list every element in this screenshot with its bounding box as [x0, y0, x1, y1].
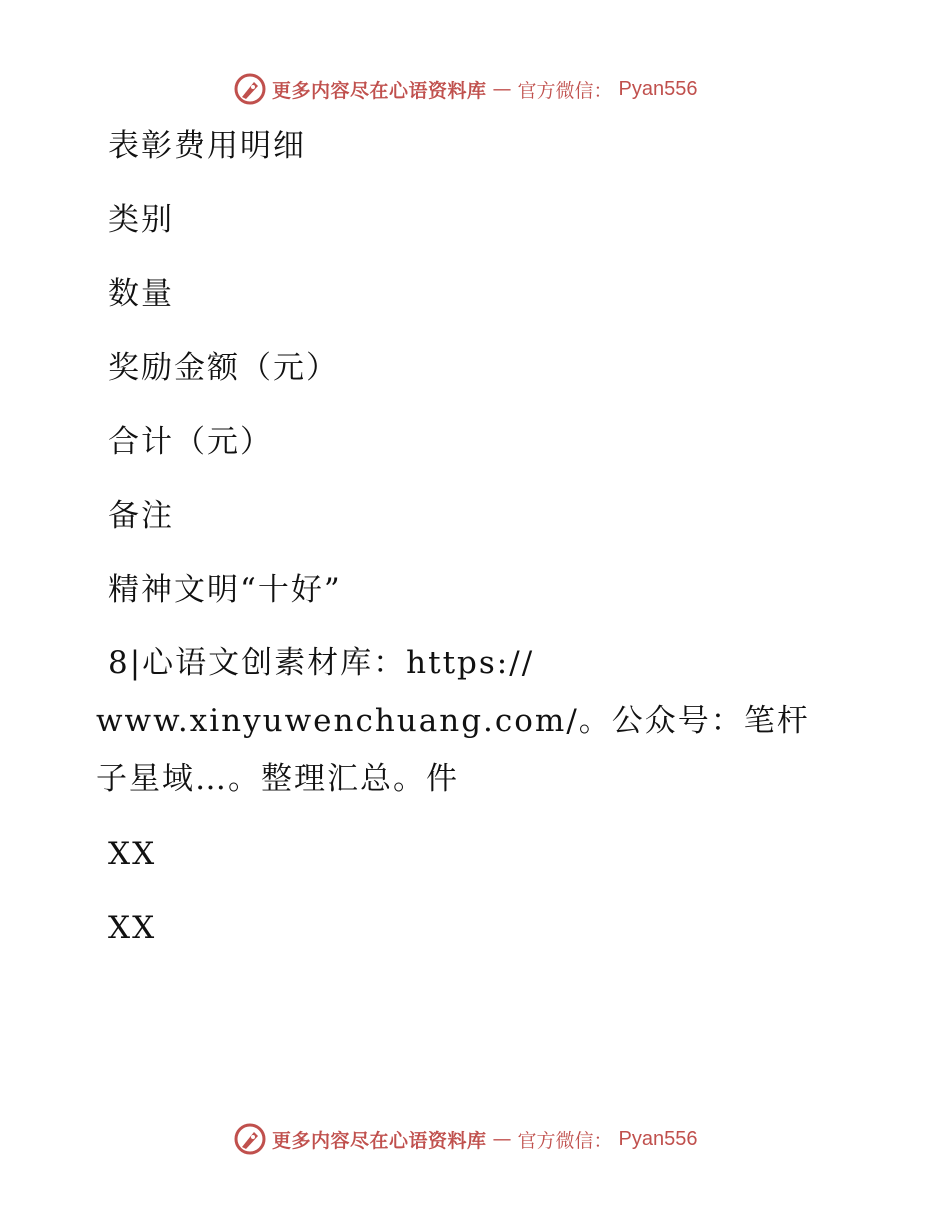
document-title: 表彰费用明细 — [108, 128, 306, 164]
footer-wechat-label: 官方微信： — [517, 1129, 613, 1152]
header-slogan: 更多内容尽在心语资料库 — [272, 79, 487, 102]
footer-slogan: 更多内容尽在心语资料库 — [272, 1129, 487, 1152]
line-category: 类别 — [108, 202, 174, 238]
line-remarks: 备注 — [108, 498, 174, 534]
header-dash: — — [492, 78, 512, 100]
header-wechat-label: 官方微信： — [517, 79, 613, 102]
pen-nib-logo-icon — [234, 73, 266, 105]
source-rest: www.xinyuwenchuang.com/。公众号：笔杆子星域…。整理汇总。件 — [96, 703, 810, 797]
source-first-line: 8|心语文创素材库：https:// — [108, 645, 535, 681]
line-reward-amount: 奖励金额（元） — [108, 350, 339, 386]
placeholder-xx-1: XX — [108, 836, 157, 872]
line-quantity: 数量 — [108, 276, 174, 312]
header-banner — [234, 72, 698, 106]
footer-dash: — — [492, 1128, 512, 1150]
placeholder-xx-2: XX — [108, 910, 157, 946]
header-wechat-account: Pyan556 — [618, 77, 698, 100]
source-paragraph — [96, 634, 816, 808]
line-spiritual-civilization: 精神文明“十好” — [108, 572, 342, 608]
footer-banner — [234, 1122, 698, 1156]
line-total: 合计（元） — [108, 424, 273, 460]
pen-nib-logo-icon — [234, 1123, 266, 1155]
footer-wechat-account: Pyan556 — [618, 1127, 698, 1150]
